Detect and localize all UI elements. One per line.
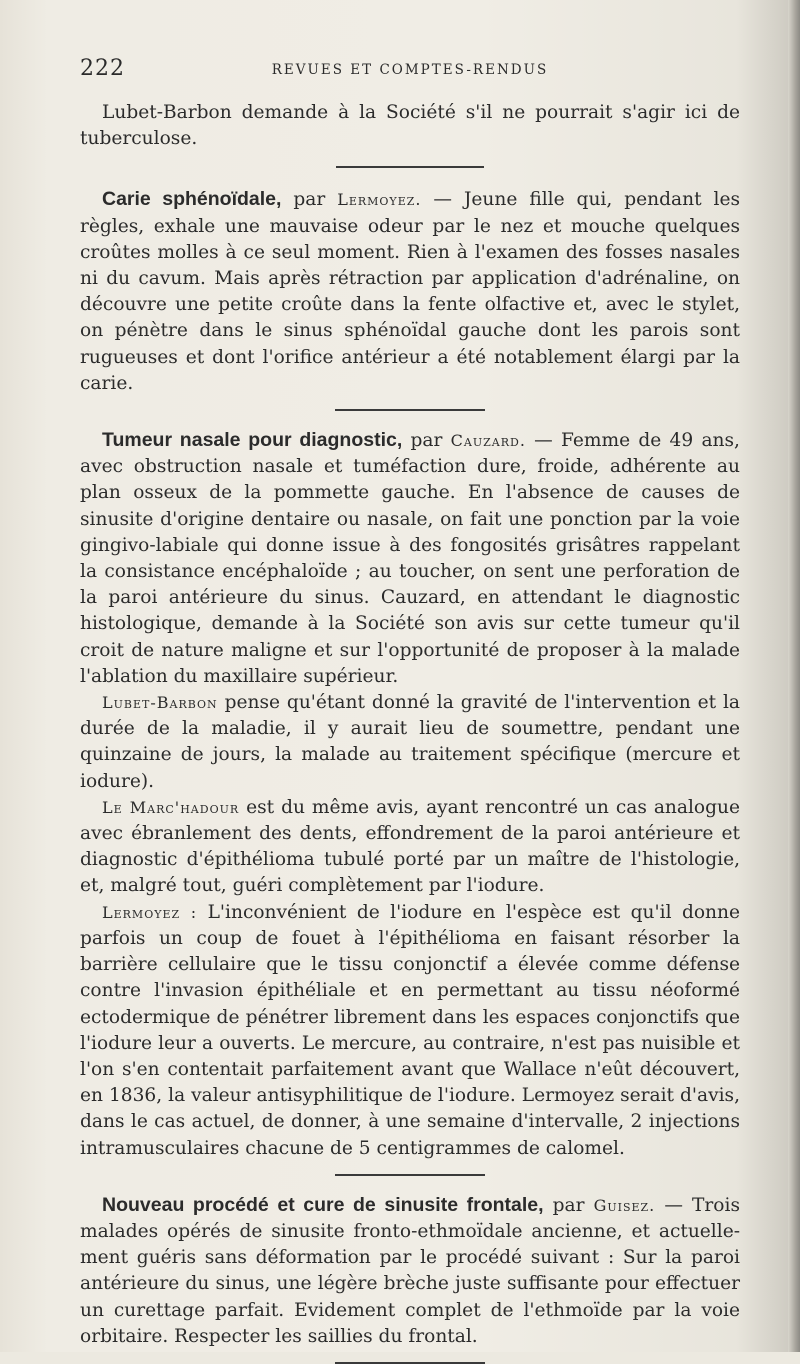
running-title: REVUES ET COMPTES-RENDUS [271,62,549,78]
section-heading: Tumeur nasale pour diagnostic, [102,429,403,452]
author-name: Lubet-Barbon [102,693,218,713]
discussion-paragraph [80,795,740,900]
by-word: par [410,430,443,452]
section-text: — Femme de 49 ans, avec obstruction nasale et tuméfaction dure, froide, adhérente au plan osseux de la pommette gauche. En l'absence de causes de sinusite d'origine dentaire ou nasale, on fait une ponction par la voie gingivo-labiale qui donne issue à des fongosités grisâtres rappelant la consistance encéphaloïde ; au toucher, on sent une perforation de la paroi antérieure du sinus. Cauzard, en attendant le diagnostic histologique, demande à la Société son avis sur cette tumeur qu'il croit de nature maligne et sur l'opportunité de proposer à la malade l'ablation du maxillaire supérieur. [80,430,740,687]
section-carie-sphenoidale [80,186,740,397]
section-divider [335,1174,485,1176]
section-text: — Trois malades opérés de sinusite fronto-ethmoïdale ancienne, et actuellement guéris sans déformation par le procédé suivant : Sur la paroi antérieure du sinus, une légère brèche juste suffisante pour effectuer un curettage parfait. Evidement complet de l'ethmoïde par la voie orbitaire. Respecter les saillies du frontal. [80,1194,740,1347]
section-divider [335,409,485,411]
article-body [80,100,740,1364]
section-sinusite-frontale [80,1192,740,1350]
section-tumeur-nasale [80,427,740,690]
author-name: Lermoyez : [102,902,198,922]
author-name: Lermoyez. [337,190,422,210]
intro-paragraph: Lubet-Barbon demande à la Société s'il ne pourrait s'agir ici de tuberculose. [80,102,740,150]
discussion-text: pense qu'étant donné la gravité de l'intervention et la durée de la maladie, il y aurait lieu de soumettre, pendant une quinzaine de jours, la malade au traitement spécifique (mercure et iodure). [80,692,740,792]
discussion-paragraph [80,690,740,795]
section-heading: Nouveau procédé et cure de sinusite frontale, [102,1193,544,1216]
page-header [80,56,740,84]
author-name: Guisez. [593,1195,656,1215]
page-number: 222 [80,56,125,81]
book-spine-shadow [788,0,800,1352]
by-word: par [552,1194,585,1216]
discussion-text: est du même avis, ayant rencontré un cas analogue avec ébranlement des dents, effondrement de la paroi antérieure et diagnostic d'épithélioma tubulé porté par un maître de l'histologie, et, malgré tout, guéri complètement par l'iodure. [80,796,740,897]
author-name: Cauzard. [450,431,526,451]
author-name: Le Marc'hadour [102,797,240,817]
section-divider [336,166,484,168]
by-word: par [293,189,326,211]
section-heading: Carie sphénoïdale, [102,188,282,211]
discussion-paragraph [80,900,740,1162]
section-text: — Jeune fille qui, pendant les règles, exhale une mauvaise odeur par le nez et mouche quelques croûtes molles à ce seul moment. Rien à l'examen des fosses nasales ni du cavum. Mais après rétraction par application d'adrénaline, on découvre une petite croûte dans la fente olfactive et, avec le stylet, on pénètre dans le sinus sphénoïdal gauche dont les parois sont rugueuses et dont l'orifice antérieur a été notablement élargi par la carie. [80,189,740,394]
discussion-text: L'inconvénient de l'iodure en l'espèce est qu'il donne parfois un coup de fouet à l'épithélioma en faisant résorber la barrière cellulaire que le tissu conjonctif a élevée comme défense contre l'invasion épithéliale et en permettant au tissu néoformé ectodermique de pénétrer librement dans les espaces conjonctifs que l'iodure leur a ouverts. Le mercure, au contraire, n'est pas nuisible et l'on s'en contentait parfaitement avant que Wallace n'eût découvert, en 1836, la valeur antisyphilitique de l'iodure. Lermoyez serait d'avis, dans le cas actuel, de donner, à une semaine d'intervalle, 2 injections intramusculaires chacune de 5 centigrammes de calomel. [80,901,741,1159]
